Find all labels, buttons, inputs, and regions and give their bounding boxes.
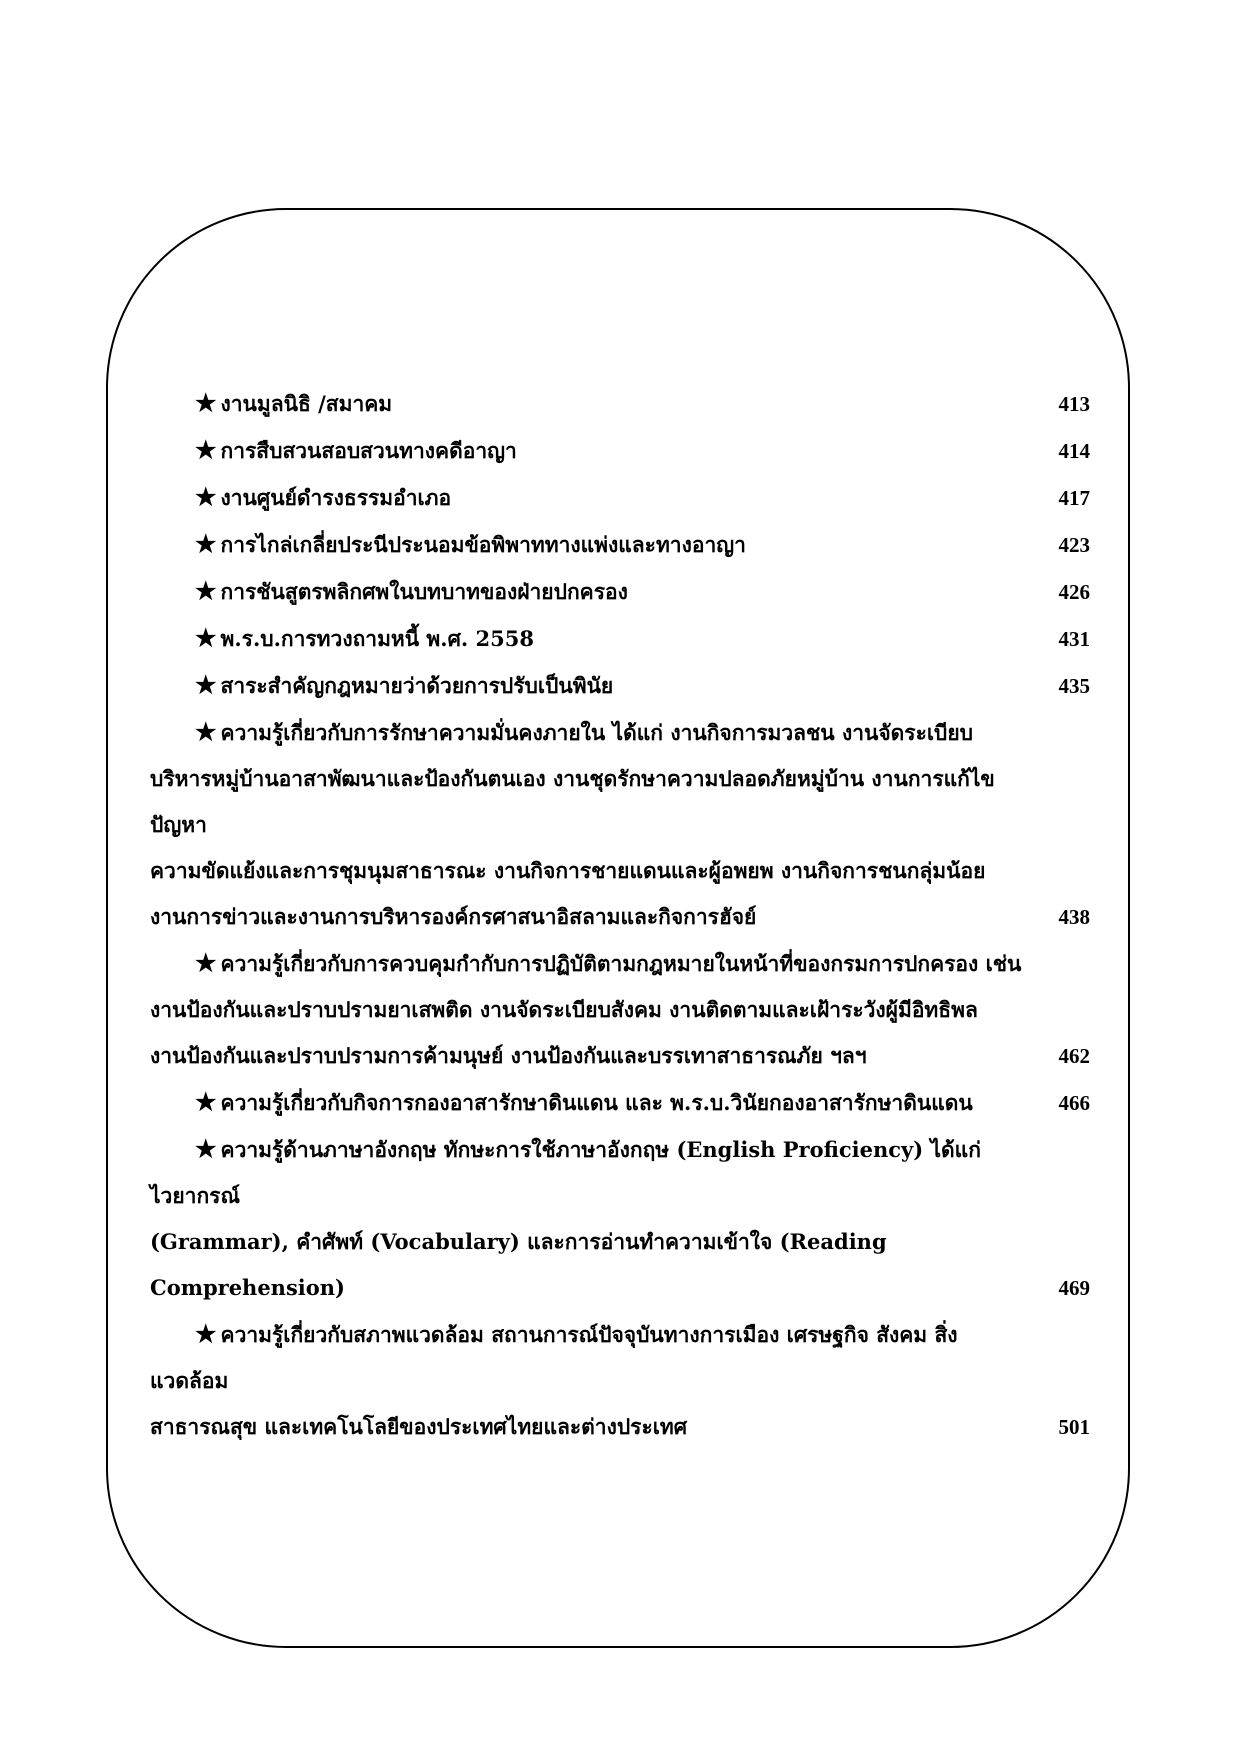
toc-entry-title: การสืบสวนสอบสวนทางคดีอาญา [220,438,517,463]
toc-entry [150,1126,1090,1311]
toc-entry [150,940,1090,1079]
toc-entry-title: ความรู้เกี่ยวกับการควบคุมกำกับการปฏิบัติตามกฎหมายในหน้าที่ของกรมการปกครอง เช่น งานป้องกันและปราบปรามยาเสพติด งานจัดระเบียบสังคม งานติดตามและเฝ้าระวังผู้มีอิทธิพล งานป้องกันและปราบปรามการค้ามนุษย์ งานป้องกันและบรรเทาสาธารณภัย ฯลฯ [150,951,1022,1068]
toc-page-number: 417 [1058,486,1090,510]
toc-page-number: 501 [1058,1415,1090,1439]
star-icon: ★ [195,435,217,464]
star-icon: ★ [195,1319,217,1348]
toc-entry [150,474,1090,521]
star-icon: ★ [195,529,217,558]
star-icon: ★ [195,948,217,977]
toc-page-number: 438 [1058,905,1090,929]
toc-entry [150,521,1090,568]
toc-entry [150,568,1090,615]
star-icon: ★ [195,670,217,699]
star-icon: ★ [195,388,217,417]
star-icon: ★ [195,623,217,652]
toc-entry [150,380,1090,427]
toc-entry [150,662,1090,709]
table-of-contents [150,380,1090,1450]
toc-entry-title: ความรู้เกี่ยวกับกิจการกองอาสารักษาดินแดน และ พ.ร.บ.วินัยกองอาสารักษาดินแดน [220,1090,973,1115]
toc-entry [150,1079,1090,1126]
toc-entry [150,427,1090,474]
toc-page-number: 414 [1058,439,1090,463]
toc-entry-title: การชันสูตรพลิกศพในบทบาทของฝ่ายปกครอง [220,579,628,604]
toc-page-number: 466 [1058,1091,1090,1115]
toc-entry-title: ความรู้ด้านภาษาอังกฤษ ทักษะการใช้ภาษาอังกฤษ (English Proficiency) ได้แก่ ไวยากรณ์ (Grammar), คำศัพท์ (Vocabulary) และการอ่านทำความเข้าใจ (Reading Comprehension) [150,1137,981,1300]
toc-page-number: 423 [1058,533,1090,557]
toc-entry-title: ความรู้เกี่ยวกับสภาพแวดล้อม สถานการณ์ปัจจุบันทางการเมือง เศรษฐกิจ สังคม สิ่งแวดล้อม สาธารณสุข และเทคโนโลยีของประเทศไทยและต่างประเทศ [150,1322,958,1439]
star-icon: ★ [195,576,217,605]
toc-entry [150,709,1090,940]
star-icon: ★ [195,1087,217,1116]
toc-entry-title: การไกล่เกลี่ยประนีประนอมข้อพิพาททางแพ่งและทางอาญา [220,532,746,557]
toc-page-number: 426 [1058,580,1090,604]
toc-entry [150,615,1090,662]
toc-page-number: 462 [1058,1044,1090,1068]
toc-page-number: 435 [1058,674,1090,698]
toc-page-number: 469 [1058,1276,1090,1300]
toc-entry-title: งานมูลนิธิ /สมาคม [220,391,393,416]
toc-page-number: 431 [1058,627,1090,651]
star-icon: ★ [195,1134,217,1163]
toc-entry-title: สาระสำคัญกฎหมายว่าด้วยการปรับเป็นพินัย [220,673,614,698]
star-icon: ★ [195,482,217,511]
toc-entry-title: พ.ร.บ.การทวงถามหนี้ พ.ศ. 2558 [220,626,534,651]
toc-entry-title: ความรู้เกี่ยวกับการรักษาความมั่นคงภายใน ได้แก่ งานกิจการมวลชน งานจัดระเบียบ บริหารหมู่บ้านอาสาพัฒนาและป้องกันตนเอง งานชุดรักษาความปลอดภัยหมู่บ้าน งานการแก้ไขปัญหา ความขัดแย้งและการชุมนุมสาธารณะ งานกิจการชายแดนและผู้อพยพ งานกิจการชนกลุ่มน้อย งานการข่าวและงานการบริหารองค์กรศาสนาอิสลามและกิจการฮัจย์ [150,720,995,929]
toc-page-number: 413 [1058,392,1090,416]
toc-entry [150,1311,1090,1450]
star-icon: ★ [195,717,217,746]
toc-entry-title: งานศูนย์ดำรงธรรมอำเภอ [220,485,452,510]
